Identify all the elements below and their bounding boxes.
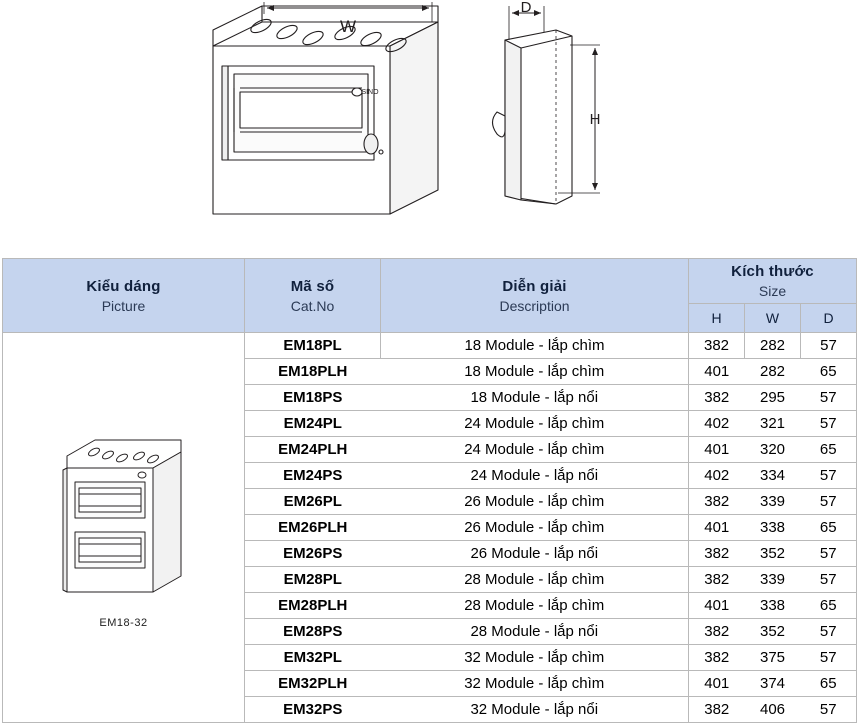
cell-h: 382 [689,489,745,515]
header-picture-vn: Kiểu dáng [86,277,161,295]
cell-d: 57 [801,333,857,359]
cell-w: 320 [745,437,801,463]
cell-h: 401 [689,437,745,463]
cell-catno: EM32PL [245,645,381,671]
cell-w: 374 [745,671,801,697]
cell-w: 406 [745,697,801,723]
cell-d: 57 [801,463,857,489]
header-catno-vn: Mã số [290,277,335,295]
cell-d: 65 [801,593,857,619]
brand-logo-label: SINO [361,89,379,96]
cell-w: 321 [745,411,801,437]
cell-d: 57 [801,567,857,593]
cell-description: 24 Module - lắp chìm [381,411,689,437]
depth-label: D [520,0,532,16]
header-dim-w: W [745,304,801,333]
cell-h: 382 [689,619,745,645]
header-size-vn: Kích thước [731,263,814,280]
cell-catno: EM32PLH [245,671,381,697]
cell-description: 24 Module - lắp chìm [381,437,689,463]
table-header [3,259,857,333]
header-dim-h: H [689,304,745,333]
cell-w: 339 [745,567,801,593]
cell-w: 295 [745,385,801,411]
cell-catno: EM18PS [245,385,381,411]
cell-h: 401 [689,515,745,541]
cell-description: 26 Module - lắp nổi [381,541,689,567]
header-picture-en: Picture [101,297,146,314]
cell-description: 18 Module - lắp chìm [381,333,689,359]
cell-catno: EM26PLH [245,515,381,541]
cell-description: 26 Module - lắp chìm [381,489,689,515]
header-catno-en: Cat.No [290,297,335,314]
cell-description: 18 Module - lắp nổi [381,385,689,411]
cell-h: 401 [689,671,745,697]
cell-description: 32 Module - lắp chìm [381,645,689,671]
cell-w: 339 [745,489,801,515]
cell-d: 57 [801,411,857,437]
cell-w: 282 [745,359,801,385]
cell-description: 18 Module - lắp chìm [381,359,689,385]
cell-d: 65 [801,671,857,697]
table-body [3,333,857,723]
cell-h: 382 [689,645,745,671]
picture-caption: EM18-32 [99,617,148,629]
cell-catno: EM24PL [245,411,381,437]
cell-catno: EM24PS [245,463,381,489]
cell-d: 57 [801,489,857,515]
cell-catno: EM26PS [245,541,381,567]
header-size [689,259,857,304]
cell-catno: EM26PL [245,489,381,515]
cell-h: 382 [689,697,745,723]
cell-catno: EM28PS [245,619,381,645]
cell-description: 28 Module - lắp chìm [381,567,689,593]
height-label: H [589,111,601,128]
product-thumbnail [49,426,199,606]
header-size-en: Size [758,283,787,299]
cell-w: 334 [745,463,801,489]
specification-table [2,258,857,723]
cell-description: 26 Module - lắp chìm [381,515,689,541]
cell-w: 282 [745,333,801,359]
cell-catno: EM18PL [245,333,381,359]
cell-description: 28 Module - lắp nổi [381,619,689,645]
cell-w: 352 [745,541,801,567]
cell-description: 28 Module - lắp chìm [381,593,689,619]
cell-d: 65 [801,515,857,541]
product-illustration [0,0,858,250]
illustration-svg [0,0,858,250]
cell-h: 401 [689,593,745,619]
cell-description: 24 Module - lắp nổi [381,463,689,489]
cell-d: 65 [801,359,857,385]
cell-w: 338 [745,593,801,619]
header-picture [3,259,245,333]
cell-d: 57 [801,619,857,645]
table-row-picture [3,333,857,359]
cell-h: 402 [689,463,745,489]
cell-h: 382 [689,567,745,593]
cell-h: 401 [689,359,745,385]
cell-catno: EM18PLH [245,359,381,385]
cell-h: 382 [689,385,745,411]
cell-w: 352 [745,619,801,645]
cell-h: 402 [689,411,745,437]
cell-d: 65 [801,437,857,463]
product-picture-cell [3,333,245,723]
cell-w: 338 [745,515,801,541]
cell-catno: EM28PLH [245,593,381,619]
header-description-en: Description [499,297,570,314]
width-label: W [339,17,357,36]
cell-h: 382 [689,333,745,359]
cell-d: 57 [801,541,857,567]
header-dim-d: D [801,304,857,333]
cell-d: 57 [801,697,857,723]
cell-description: 32 Module - lắp chìm [381,671,689,697]
cell-catno: EM32PS [245,697,381,723]
cell-catno: EM24PLH [245,437,381,463]
header-description [381,259,689,333]
cell-w: 375 [745,645,801,671]
header-description-vn: Diễn giải [502,277,567,295]
cell-catno: EM28PL [245,567,381,593]
cell-description: 32 Module - lắp nổi [381,697,689,723]
header-catno [245,259,381,333]
cell-h: 382 [689,541,745,567]
cell-d: 57 [801,385,857,411]
cell-d: 57 [801,645,857,671]
